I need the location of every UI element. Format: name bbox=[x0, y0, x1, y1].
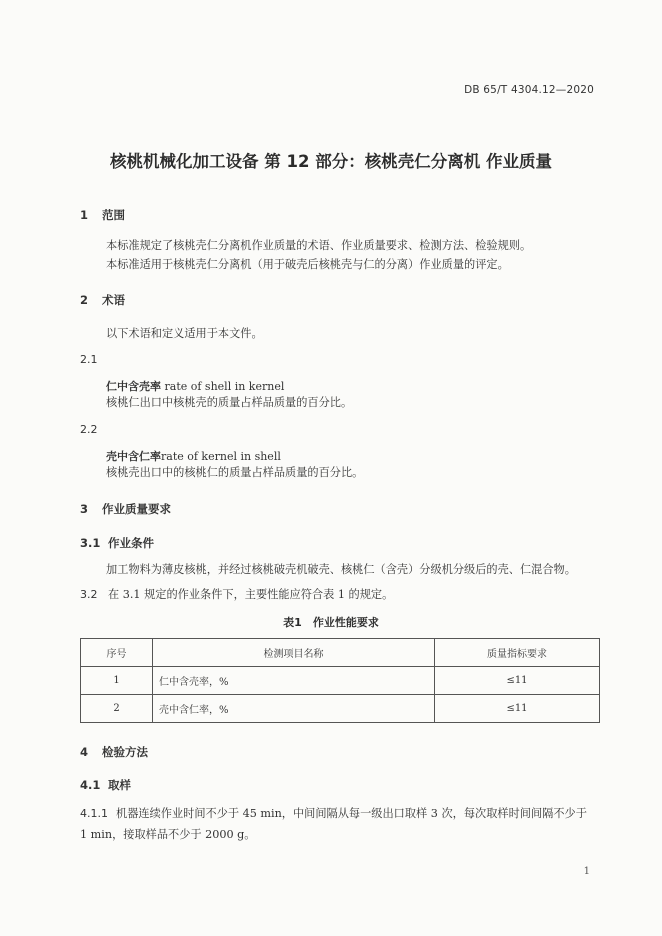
term-2-2-number: 2.2 bbox=[80, 423, 98, 436]
section-4-1-1-line-1 bbox=[80, 805, 587, 823]
table-caption: 表1 作业性能要求 bbox=[283, 616, 379, 629]
section-4-1-number: 4.1 bbox=[80, 778, 101, 792]
section-3-2 bbox=[80, 586, 393, 604]
cell-serial: 2 bbox=[81, 695, 153, 723]
section-3-1-title: 作业条件 bbox=[108, 536, 154, 550]
section-4-number: 4 bbox=[80, 745, 89, 759]
term-2-1-en: rate of shell in kernel bbox=[161, 380, 285, 393]
section-3-heading bbox=[80, 501, 171, 517]
section-4-heading bbox=[80, 744, 148, 760]
section-4-1-heading bbox=[80, 777, 131, 793]
document-title: 核桃机械化加工设备 第 12 部分：核桃壳仁分离机 作业质量 bbox=[110, 152, 552, 171]
table-header-row bbox=[81, 639, 600, 667]
cell-requirement: ≤11 bbox=[435, 695, 600, 723]
cell-serial: 1 bbox=[81, 667, 153, 695]
section-3-1-heading bbox=[80, 535, 154, 551]
section-1-number: 1 bbox=[80, 208, 89, 222]
section-1-title: 范围 bbox=[102, 208, 125, 222]
section-3-title: 作业质量要求 bbox=[102, 502, 171, 516]
section-4-1-1-line-2: 1 min，接取样品不少于 2000 g。 bbox=[80, 828, 256, 841]
term-2-1 bbox=[106, 378, 284, 394]
term-2-1-cn: 仁中含壳率 bbox=[106, 380, 161, 393]
section-4-1-1-text-1: 机器连续作业时间不少于 45 min，中间间隔从每一级出口取样 3 次，每次取样时间间隔不少于 bbox=[116, 807, 587, 820]
section-4-title: 检验方法 bbox=[102, 745, 148, 759]
section-1-para-2: 本标准适用于核桃壳仁分离机（用于破壳后核桃壳与仁的分离）作业质量的评定。 bbox=[106, 258, 509, 271]
cell-item-name: 壳中含仁率，% bbox=[153, 695, 435, 723]
term-2-2-definition: 核桃壳出口中的核桃仁的质量占样品质量的百分比。 bbox=[106, 466, 364, 479]
standard-number: DB 65/T 4304.12—2020 bbox=[464, 84, 594, 96]
page-number: 1 bbox=[583, 866, 590, 877]
section-3-1-text: 加工物料为薄皮核桃，并经过核桃破壳机破壳、核桃仁（含壳）分级机分级后的壳、仁混合物。 bbox=[106, 563, 576, 576]
term-2-1-number: 2.1 bbox=[80, 353, 98, 366]
section-4-1-title: 取样 bbox=[108, 778, 131, 792]
cell-requirement: ≤11 bbox=[435, 667, 600, 695]
section-3-2-number: 3.2 bbox=[80, 588, 98, 601]
section-3-1-number: 3.1 bbox=[80, 536, 101, 550]
section-4-1-1-number: 4.1.1 bbox=[80, 807, 108, 820]
section-2-intro: 以下术语和定义适用于本文件。 bbox=[106, 327, 263, 340]
term-2-2 bbox=[106, 448, 281, 464]
table-row bbox=[81, 667, 600, 695]
performance-requirements-table bbox=[80, 638, 600, 723]
section-2-heading bbox=[80, 292, 125, 308]
term-2-1-definition: 核桃仁出口中核桃壳的质量占样品质量的百分比。 bbox=[106, 396, 353, 409]
section-1-heading bbox=[80, 207, 125, 223]
section-2-number: 2 bbox=[80, 293, 89, 307]
section-3-number: 3 bbox=[80, 502, 89, 516]
section-3-2-text: 在 3.1 规定的作业条件下，主要性能应符合表 1 的规定。 bbox=[108, 588, 394, 601]
section-2-title: 术语 bbox=[102, 293, 125, 307]
section-1-para-1: 本标准规定了核桃壳仁分离机作业质量的术语、作业质量要求、检测方法、检验规则。 bbox=[106, 239, 532, 252]
header-item-name: 检测项目名称 bbox=[153, 639, 435, 667]
term-2-2-en: rate of kernel in shell bbox=[161, 450, 281, 463]
header-requirement: 质量指标要求 bbox=[435, 639, 600, 667]
table-row bbox=[81, 695, 600, 723]
term-2-2-cn: 壳中含仁率 bbox=[106, 450, 161, 463]
cell-item-name: 仁中含壳率，% bbox=[153, 667, 435, 695]
header-serial: 序号 bbox=[81, 639, 153, 667]
